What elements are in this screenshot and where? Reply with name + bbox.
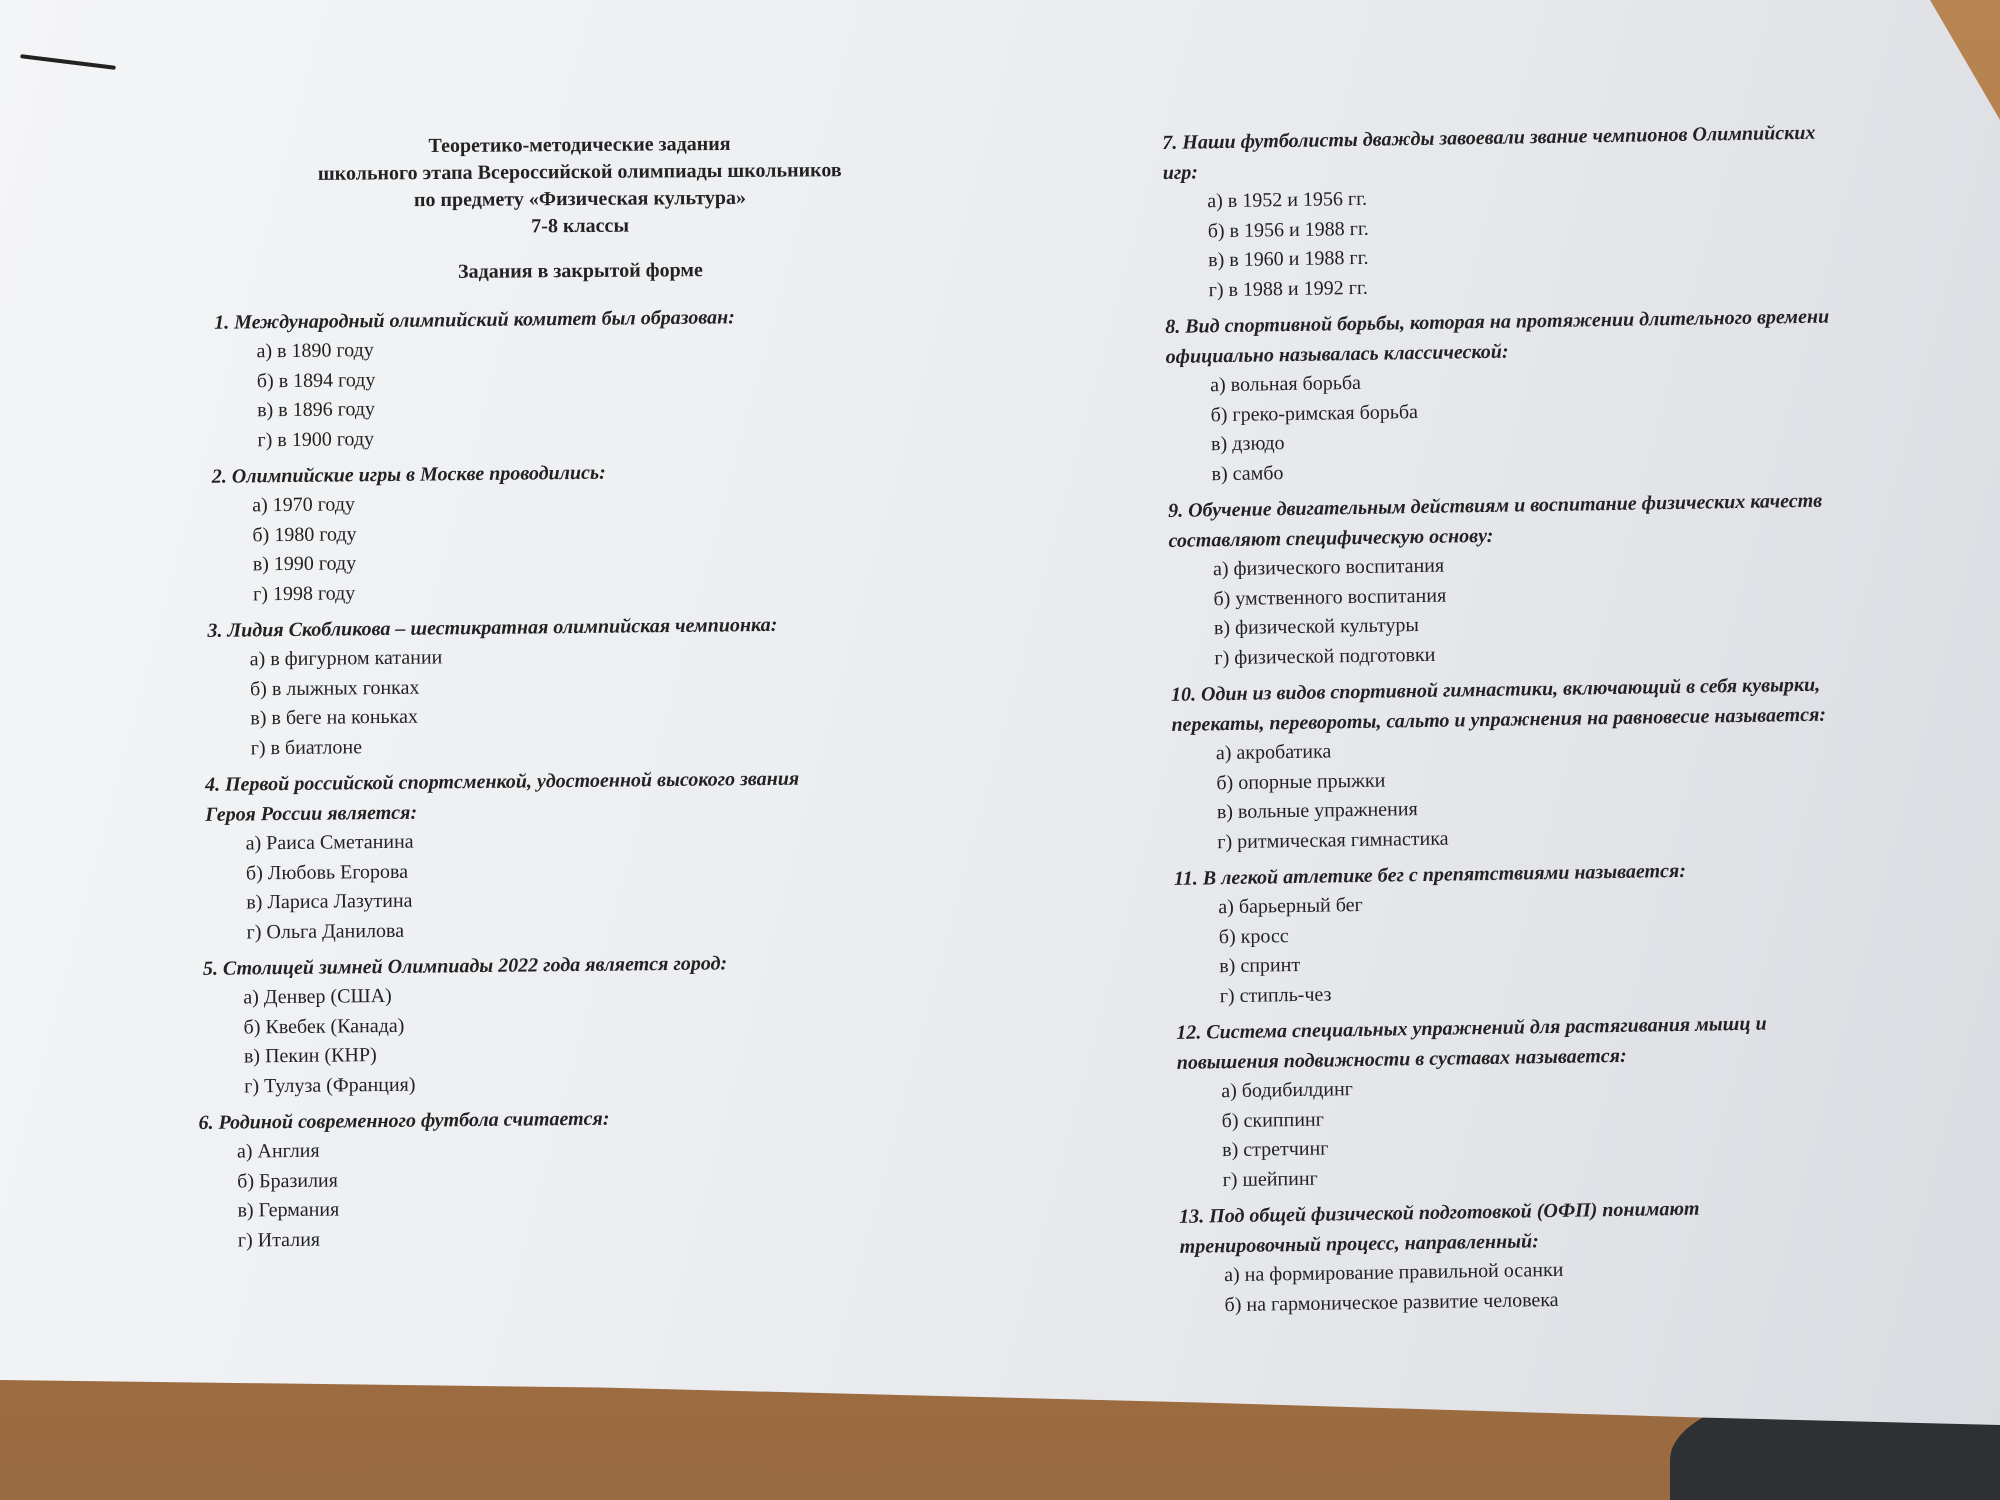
question-text-cont: перекаты, перевороты, сальто и упражнения на равновесие называется:: [1171, 703, 1827, 736]
answer-option: г) стипль-чез: [1219, 982, 1332, 1007]
answer-option: г) в биатлоне: [250, 735, 363, 759]
answer-option: а) Англия: [236, 1139, 320, 1163]
question-block: [1162, 116, 1945, 306]
answer-option: а) в фигурном катании: [249, 646, 443, 671]
answer-option: в) дзюдо: [1210, 432, 1285, 456]
answer-option: г) Италия: [237, 1228, 321, 1252]
answer-option: б) в 1894 году: [256, 368, 376, 392]
question-text-cont: повышения подвижности в суставах называется:: [1176, 1044, 1627, 1074]
question-text-cont: тренировочный процесс, направленный:: [1179, 1230, 1540, 1258]
question-block: [198, 1100, 960, 1256]
left-column: [190, 294, 960, 1256]
question-block: [1168, 484, 1951, 674]
answer-option: б) Квебек (Канада): [243, 1014, 405, 1038]
answer-option: б) кросс: [1218, 924, 1289, 948]
question-block: [1176, 1006, 1959, 1196]
question-block: [192, 454, 954, 610]
answer-option: в) в 1960 и 1988 гг.: [1208, 246, 1369, 272]
answer-option: б) в лыжных гонках: [249, 676, 420, 700]
question-text-cont: официально называлась классической:: [1165, 340, 1509, 368]
answer-option: б) греко-римская борьба: [1210, 400, 1419, 426]
question-text: 6. Родиной современного футбола считается:: [198, 1107, 610, 1134]
document-header: [179, 129, 980, 286]
question-block: [1165, 300, 1948, 490]
answer-option: г) физической подготовки: [1214, 643, 1436, 669]
question-text: 10. Один из видов спортивной гимнастики, включающий в себя кувырки,: [1170, 673, 1821, 706]
answer-option: в) в беге на коньках: [250, 705, 419, 730]
answer-option: г) 1998 году: [252, 581, 356, 605]
answer-option: в) вольные упражнения: [1216, 798, 1418, 824]
answer-option: б) опорные прыжки: [1216, 769, 1386, 794]
question-text-cont: Героя России является:: [205, 801, 418, 826]
question-text: 12. Система специальных упражнений для растягивания мышц и: [1176, 1012, 1767, 1044]
answer-option: в) в 1896 году: [257, 398, 376, 422]
question-text: 11. В легкой атлетике бег с препятствиями называется:: [1173, 859, 1687, 890]
answer-option: а) вольная борьба: [1209, 371, 1362, 397]
right-column: [1162, 110, 1961, 1321]
answer-option: а) бодибилдинг: [1221, 1078, 1354, 1103]
answer-option: г) Ольга Данилова: [246, 919, 405, 943]
question-block: [190, 300, 952, 456]
question-text: 3. Лидия Скобликова – шестикратная олимпийская чемпионка:: [207, 613, 778, 642]
question-text-cont: составляют специфическую основу:: [1168, 524, 1494, 552]
answer-option: а) 1970 году: [252, 493, 356, 517]
answer-option: а) барьерный бег: [1218, 893, 1363, 919]
answer-option: в) Лариса Лазутина: [246, 889, 413, 914]
answer-option: а) Раиса Сметанина: [245, 830, 414, 855]
answer-option: г) в 1900 году: [257, 427, 375, 451]
answer-option: г) ритмическая гимнастика: [1217, 827, 1449, 853]
answer-option: б) скиппинг: [1221, 1108, 1325, 1132]
header-line-3: по предмету «Физическая культура»: [413, 186, 747, 212]
answer-option: а) на формирование правильной осанки: [1223, 1258, 1564, 1287]
header-line-4: 7-8 классы: [531, 214, 630, 238]
question-text: 8. Вид спортивной борьбы, которая на протяжении длительного времени: [1165, 305, 1830, 338]
question-text: 9. Обучение двигательным действиям и воспитание физических качеств: [1167, 489, 1823, 522]
question-block: [1179, 1190, 1961, 1321]
question-text: 1. Международный олимпийский комитет был образован:: [214, 306, 735, 334]
answer-option: в) физической культуры: [1213, 614, 1420, 640]
question-text: 4. Первой российской спортсменкой, удостоенной высокого звания: [204, 767, 800, 796]
answer-option: а) в 1952 и 1956 гг.: [1207, 187, 1368, 213]
header-line-2: школьного этапа Всероссийской олимпиады школьников: [317, 159, 842, 185]
question-block: [193, 608, 955, 764]
answer-option: б) на гармоническое развитие человека: [1224, 1288, 1559, 1316]
question-text: 5. Столицей зимней Олимпиады 2022 года является город:: [202, 952, 728, 980]
question-text: 7. Наши футболисты дважды завоевали звание чемпионов Олимпийских: [1162, 121, 1816, 154]
question-block: [197, 946, 959, 1102]
answer-option: б) Бразилия: [237, 1169, 339, 1193]
answer-option: в) 1990 году: [252, 552, 357, 576]
answer-option: а) в 1890 году: [256, 339, 374, 363]
section-title: Задания в закрытой форме: [457, 259, 703, 283]
answer-option: г) Тулуза (Франция): [244, 1073, 416, 1097]
answer-option: в) стретчинг: [1221, 1137, 1329, 1162]
answer-option: а) Денвер (США): [243, 984, 392, 1009]
answer-option: в) самбо: [1211, 461, 1284, 485]
question-text-cont: игр:: [1162, 161, 1199, 184]
answer-option: а) физического воспитания: [1212, 554, 1445, 581]
question-block: [1171, 668, 1954, 858]
question-text: 13. Под общей физической подготовкой (ОФП) понимают: [1179, 1197, 1700, 1228]
answer-option: г) шейпинг: [1222, 1167, 1318, 1191]
answer-option: в) спринт: [1219, 953, 1301, 978]
question-block: [195, 762, 957, 948]
question-text: 2. Олимпийские игры в Москве проводились:: [211, 461, 606, 488]
answer-option: б) в 1956 и 1988 гг.: [1207, 217, 1370, 242]
question-block: [1174, 852, 1956, 1012]
answer-option: в) Пекин (КНР): [243, 1044, 377, 1068]
header-line-1: Теоретико-методические задания: [428, 132, 731, 158]
answer-option: б) Любовь Егорова: [245, 860, 409, 884]
answer-option: б) 1980 году: [252, 522, 357, 546]
answer-option: а) акробатика: [1215, 740, 1332, 765]
answer-option: б) умственного воспитания: [1213, 584, 1447, 610]
answer-option: г) в 1988 и 1992 гг.: [1208, 276, 1368, 301]
answer-option: в) Германия: [237, 1198, 340, 1222]
